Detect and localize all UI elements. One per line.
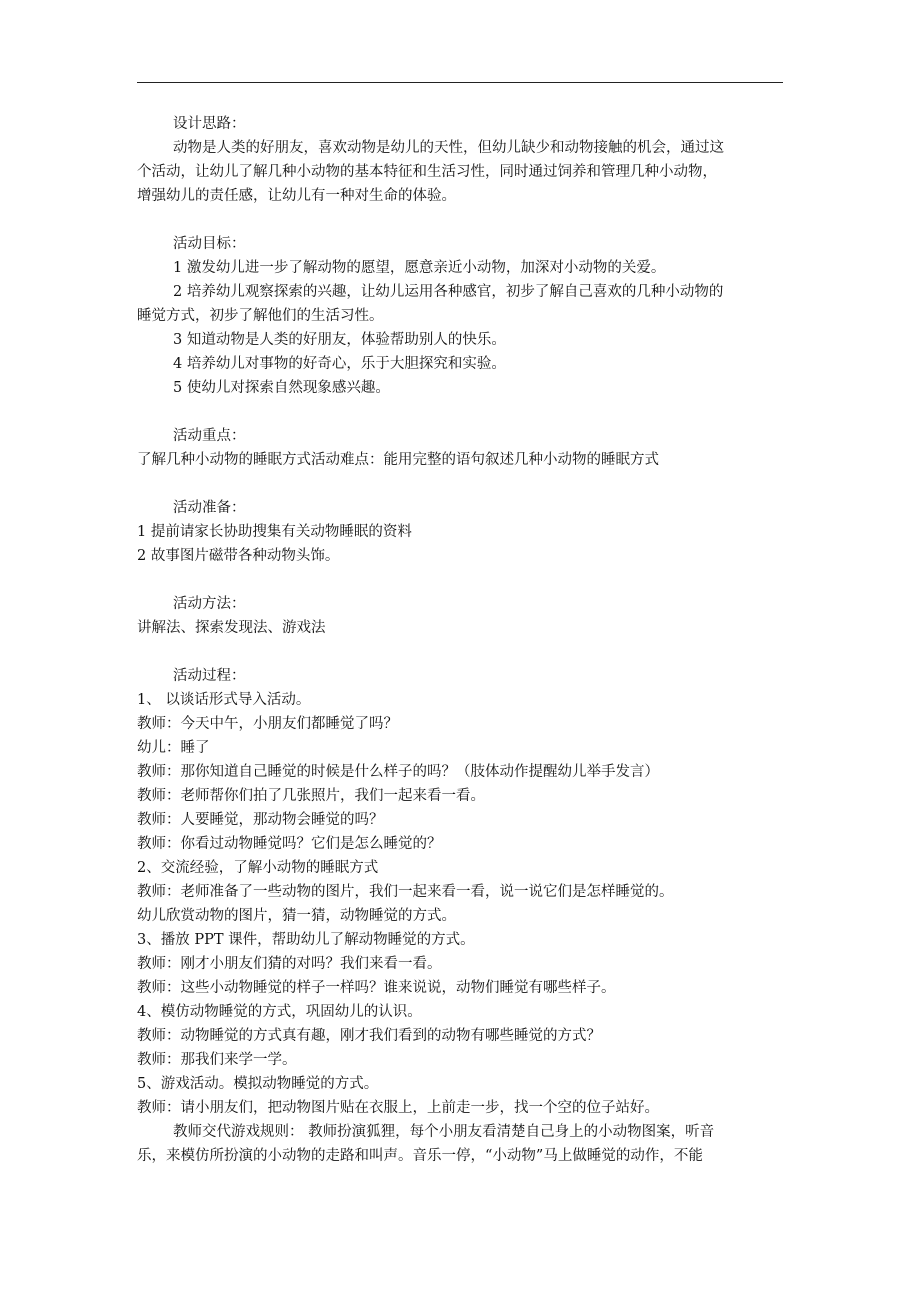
game-rules-line-2: 乐，来模仿所扮演的小动物的走路和叫声。音乐一停，“小动物”马上做睡觉的动作，不能 [137, 1148, 703, 1164]
document-body [137, 112, 789, 1168]
process-line: 2、交流经验，了解小动物的睡眠方式 [137, 860, 379, 876]
process-line: 5、游戏活动。模拟动物睡觉的方式。 [137, 1076, 379, 1092]
process-line: 幼儿：睡了 [137, 740, 210, 756]
goal-5: 5 使幼儿对探索自然现象感兴趣。 [173, 380, 390, 396]
key-text: 了解几种小动物的睡眠方式活动难点：能用完整的语句叙述几种小动物的睡眠方式 [137, 452, 659, 468]
goal-2-line-1: 2 培养幼儿观察探索的兴趣，让幼儿运用各种感官，初步了解自己喜欢的几种小动物的 [173, 284, 724, 300]
process-line: 教师：这些小动物睡觉的样子一样吗？谁来说说，动物们睡觉有哪些样子。 [137, 980, 616, 996]
key-heading: 活动重点： [173, 428, 246, 444]
process-heading: 活动过程： [173, 668, 246, 684]
header-rule [137, 82, 783, 83]
design-line-3: 增强幼儿的责任感，让幼儿有一种对生命的体验。 [137, 188, 456, 204]
method-text: 讲解法、探索发现法、游戏法 [137, 620, 326, 636]
game-rules-line-1: 教师交代游戏规则： 教师扮演狐狸，每个小朋友看清楚自己身上的小动物图案，听音 [173, 1124, 715, 1140]
method-heading: 活动方法： [173, 596, 246, 612]
goal-2-line-2: 睡觉方式，初步了解他们的生活习性。 [137, 308, 384, 324]
process-line: 教师：那我们来学一学。 [137, 1052, 297, 1068]
process-line: 教师：动物睡觉的方式真有趣，刚才我们看到的动物有哪些睡觉的方式？ [137, 1028, 601, 1044]
prep-heading: 活动准备： [173, 500, 246, 516]
design-line-2: 个活动，让幼儿了解几种小动物的基本特征和生活习性，同时通过饲养和管理几种小动物， [137, 164, 717, 180]
process-line: 3、播放 PPT 课件，帮助幼儿了解动物睡觉的方式。 [137, 932, 475, 948]
goals-heading: 活动目标： [173, 236, 246, 252]
design-heading: 设计思路： [173, 116, 246, 132]
process-line: 教师：人要睡觉，那动物会睡觉的吗？ [137, 812, 384, 828]
prep-item-1: 1 提前请家长协助搜集有关动物睡眠的资料 [137, 524, 412, 540]
process-line: 教师：请小朋友们，把动物图片贴在衣服上，上前走一步，找一个空的位子站好。 [137, 1100, 659, 1116]
process-line: 教师：老师帮你们拍了几张照片，我们一起来看一看。 [137, 788, 485, 804]
process-line: 教师：那你知道自己睡觉的时候是什么样子的吗？（肢体动作提醒幼儿举手发言） [137, 764, 659, 780]
goal-1: 1 激发幼儿进一步了解动物的愿望，愿意亲近小动物，加深对小动物的关爱。 [173, 260, 666, 276]
process-line: 教师：今天中午，小朋友们都睡觉了吗？ [137, 716, 398, 732]
process-line: 教师：你看过动物睡觉吗？它们是怎么睡觉的？ [137, 836, 442, 852]
process-line: 教师：刚才小朋友们猜的对吗？我们来看一看。 [137, 956, 442, 972]
prep-item-2: 2 故事图片磁带各种动物头饰。 [137, 548, 340, 564]
design-line-1: 动物是人类的好朋友，喜欢动物是幼儿的天性，但幼儿缺少和动物接触的机会，通过这 [173, 140, 724, 156]
process-line: 4、模仿动物睡觉的方式，巩固幼儿的认识。 [137, 1004, 422, 1020]
process-line: 1、 以谈话形式导入活动。 [137, 692, 311, 708]
process-line: 教师：老师准备了一些动物的图片，我们一起来看一看，说一说它们是怎样睡觉的。 [137, 884, 674, 900]
goal-4: 4 培养幼儿对事物的好奇心，乐于大胆探究和实验。 [173, 356, 506, 372]
goal-3: 3 知道动物是人类的好朋友，体验帮助别人的快乐。 [173, 332, 506, 348]
process-line: 幼儿欣赏动物的图片，猜一猜，动物睡觉的方式。 [137, 908, 456, 924]
